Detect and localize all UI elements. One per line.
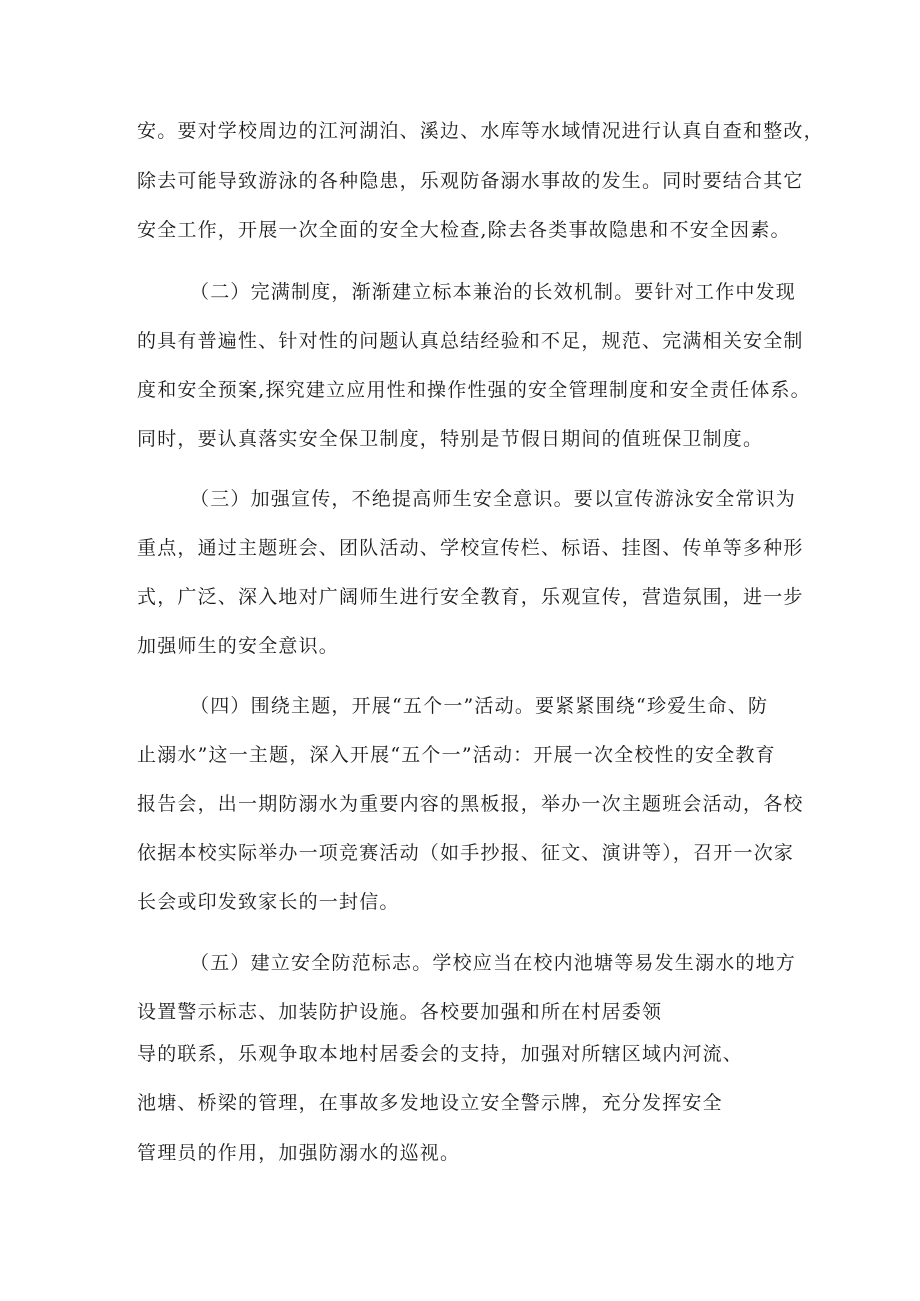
text-line: 加强师生的安全意识。 (137, 635, 340, 657)
text-line: 依据本校实际举办一项竞赛活动（如手抄报、征文、演讲等），召开一次家 (137, 842, 795, 864)
text-line: 安全工作，开展一次全面的安全大检查,除去各类事故隐患和不安全因素。 (137, 219, 791, 241)
text-line: 止溺水”这一主题，深入开展“五个一”活动：开展一次全校性的安全教育 (137, 744, 776, 766)
text-line: （五）建立安全防范标志。学校应当在校内池塘等易发生溺水的地方 (190, 952, 797, 974)
text-line: 安。要对学校周边的江河湖泊、溪边、水库等水域情况进行认真自查和整改， (137, 120, 824, 142)
text-line: 池塘、桥梁的管理，在事故多发地设立安全警示牌，充分发挥安全 (137, 1092, 723, 1114)
text-line: 除去可能导致游泳的各种隐患，乐观防备溺水事故的发生。同时要结合其它 (137, 170, 804, 192)
text-line: 导的联系，乐观争取本地村居委会的支持，加强对所辖区域内河流、 (137, 1043, 744, 1065)
text-line: 式，广泛、深入地对广阔师生进行安全教育，乐观宣传，营造氛围，进一步 (137, 586, 804, 608)
text-line: 度和安全预案,探究建立应用性和操作性强的安全管理制度和安全责任体系。 (137, 379, 811, 401)
text-line: 重点，通过主题班会、团队活动、学校宣传栏、标语、挂图、传单等多种形 (137, 537, 804, 559)
text-line: （二）完满制度，渐渐建立标本兼治的长效机制。要针对工作中发现 (190, 281, 797, 303)
text-line: （四）围绕主题，开展“五个一”活动。要紧紧围绕“珍爱生命、防 (190, 695, 769, 717)
text-line: （三）加强宣传，不绝提高师生安全意识。要以宣传游泳安全常识为 (190, 488, 797, 510)
text-line: 长会或印发致家长的一封信。 (137, 891, 400, 913)
text-line: 的具有普遍性、针对性的问题认真总结经验和不足，规范、完满相关安全制 (137, 330, 804, 352)
text-line: 同时，要认真落实安全保卫制度，特别是节假日期间的值班保卫制度。 (137, 428, 764, 450)
text-line: 报告会，出一期防溺水为重要内容的黑板报，举办一次主题班会活动，各校 (137, 793, 804, 815)
text-line: 管理员的作用，加强防溺水的巡视。 (137, 1142, 461, 1164)
text-line: 设置警示标志、加装防护设施。各校要加强和所在村居委领 (137, 1001, 663, 1023)
